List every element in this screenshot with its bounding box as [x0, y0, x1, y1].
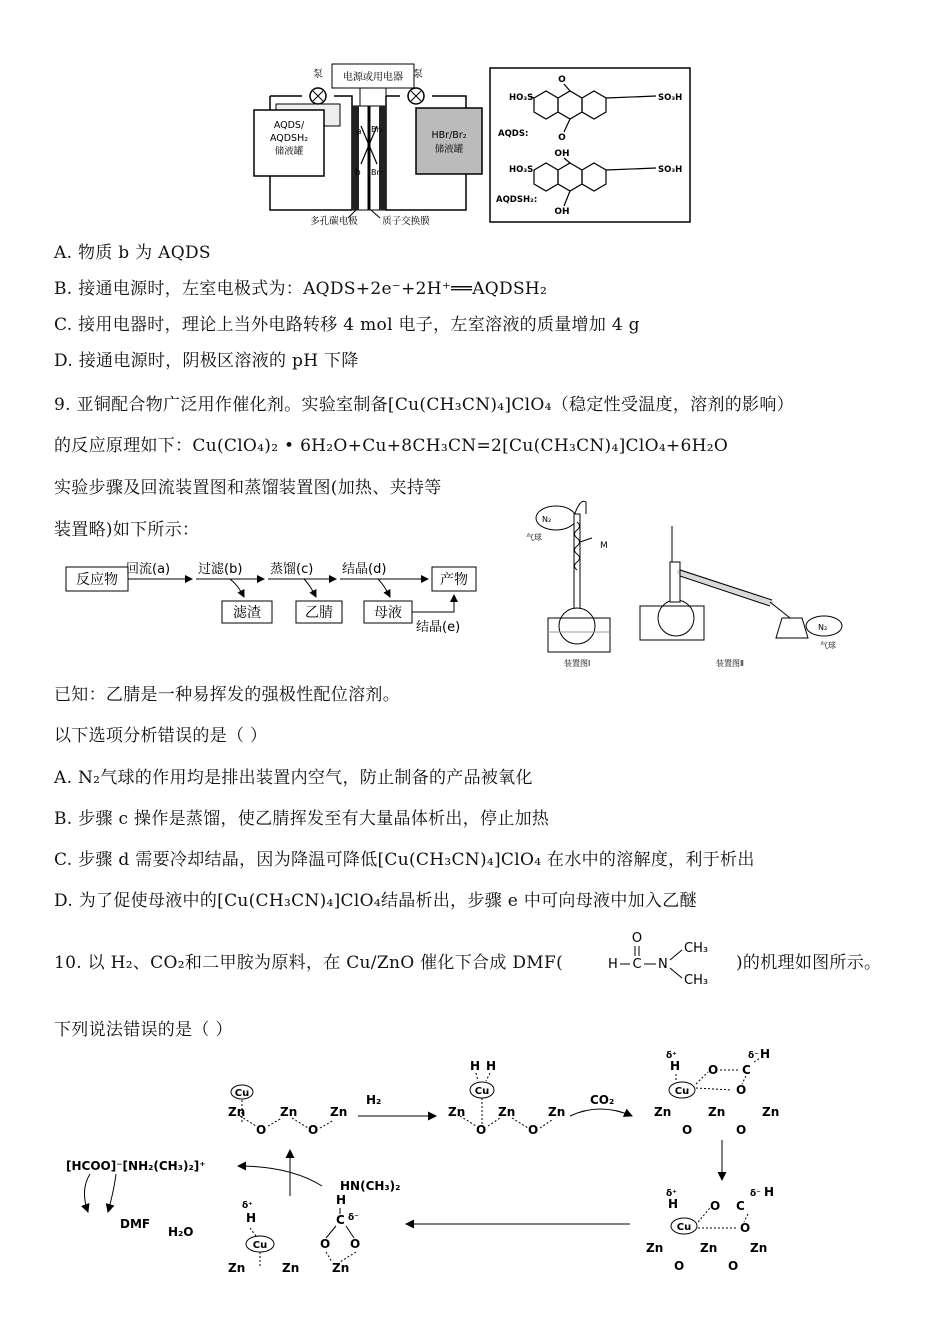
left-tank-line3: 储液罐 [274, 146, 304, 157]
h-3: H [670, 1059, 681, 1073]
flask-2 [658, 600, 694, 636]
pump-left-label: 泵 [313, 69, 323, 80]
left-tank-line1: AQDS/ [273, 120, 305, 131]
flow-reactant: 反应物 [76, 572, 118, 588]
zn-2a: Zn [448, 1105, 466, 1119]
aqds-so3h: SO₃H [658, 93, 683, 103]
right-electrode [379, 106, 386, 210]
aqdsh2-oh-top: OH [554, 149, 570, 159]
zn-4a: Zn [646, 1241, 664, 1255]
o-1b: O [308, 1123, 319, 1137]
cu-2: Cu [474, 1086, 490, 1097]
o-2a: O [476, 1123, 487, 1137]
flow-acetonitrile: 乙腈 [305, 605, 333, 621]
dplus-3: δ⁺ [666, 1051, 677, 1061]
cu-5: Cu [252, 1240, 268, 1251]
catalyst-state-5 [228, 1193, 360, 1275]
h-3b: H [760, 1047, 771, 1061]
c-4: C [736, 1199, 745, 1213]
catalyst-state-2 [448, 1059, 565, 1137]
apparatus-caption-2: 装置图Ⅱ [716, 659, 744, 668]
label-b: b [355, 168, 361, 178]
q9-option-b: B. 步骤 c 操作是蒸馏，使乙腈挥发至有大量晶体析出，停止加热 [54, 809, 550, 829]
dmf-ch3-upper: CH₃ [684, 941, 709, 956]
dmf-structure [600, 926, 740, 988]
dplus-4: δ⁺ [666, 1189, 677, 1199]
cu-3: Cu [674, 1086, 690, 1097]
zn-5b: Zn [282, 1261, 300, 1275]
zn-5c: Zn [332, 1261, 350, 1275]
zn-5a: Zn [228, 1261, 246, 1275]
catalyst-state-1 [228, 1085, 347, 1137]
n2-label-2: N₂ [818, 623, 828, 632]
aqdsh2-so3h: SO₃H [658, 165, 683, 175]
flow-reflux: 回流(a) [126, 562, 171, 577]
reagent-h2: H₂ [366, 1093, 382, 1107]
q8-option-d: D. 接通电源时，阴极区溶液的 pH 下降 [54, 351, 359, 371]
flow-distill: 蒸馏(c) [270, 562, 314, 577]
right-tank-line2: 储液罐 [434, 144, 464, 155]
dminus-4: δ⁻ [750, 1189, 761, 1199]
membrane-caption: 质子交换膜 [382, 216, 430, 227]
zn-1b: Zn [280, 1105, 298, 1119]
flask-1 [559, 608, 595, 644]
right-tank [416, 108, 482, 174]
h-2a: H [470, 1059, 481, 1073]
catalyst-state-3 [654, 1047, 779, 1137]
zn-2c: Zn [548, 1105, 566, 1119]
o-2b: O [528, 1123, 539, 1137]
flow-filter: 过滤(b) [198, 562, 243, 577]
catalyst-state-4 [646, 1185, 774, 1273]
flow-crystal-e: 结晶(e) [416, 620, 461, 635]
label-a: a [356, 127, 362, 137]
q8-option-c: C. 接用电器时，理论上当外电路转移 4 mol 电子，左室溶液的质量增加 4 g [54, 315, 640, 335]
aqds-o-top: O [558, 75, 566, 85]
zn-1a: Zn [228, 1105, 246, 1119]
o-4c: O [674, 1259, 685, 1273]
dmf-n: N [658, 957, 668, 972]
product-dmf: DMF [120, 1217, 151, 1231]
zn-4c: Zn [750, 1241, 768, 1255]
reagent-amine: HN(CH₃)₂ [340, 1179, 401, 1193]
h-2b: H [486, 1059, 497, 1073]
q8-option-a: A. 物质 b 为 AQDS [54, 243, 211, 263]
o-4a: O [710, 1199, 721, 1213]
zn-2b: Zn [498, 1105, 516, 1119]
q9-option-d: D. 为了促使母液中的[Cu(CH₃CN)₄]ClO₄结晶析出，步骤 e 中可向母液中加入乙醚 [54, 891, 697, 911]
cu-1: Cu [234, 1088, 250, 1099]
mechanism-figure [60, 1040, 890, 1340]
o-3b: O [736, 1083, 747, 1097]
q10-stem-post: )的机理如图所示。 [736, 953, 882, 973]
q9-option-c: C. 步骤 d 需要冷却结晶，因为降温可降低[Cu(CH₃CN)₄]ClO₄ 在水中的溶解度，利于析出 [54, 850, 755, 870]
zn-3b: Zn [708, 1105, 726, 1119]
o-3c: O [682, 1123, 693, 1137]
q9-known: 已知：乙腈是一种易挥发的强极性配位溶剂。 [54, 685, 400, 705]
o-1a: O [256, 1123, 267, 1137]
h-5: H [246, 1211, 257, 1225]
formate-salt: [HCOO]⁻[NH₂(CH₃)₂]⁺ [66, 1159, 206, 1173]
q9-stem-line4: 装置略)如下所示： [54, 520, 200, 540]
battery-figure [240, 60, 700, 230]
q9-stem-line2: 的反应原理如下：Cu(ClO₄)₂ • 6H₂O+Cu+8CH₃CN=2[Cu(CH₃CN)₄]ClO₄+6H₂O [54, 436, 729, 456]
h-4b: H [764, 1185, 775, 1199]
dplus-5: δ⁺ [242, 1201, 253, 1211]
o-3a: O [708, 1063, 719, 1077]
q10-question: 下列说法错误的是（ ） [54, 1020, 233, 1040]
dminus-5: δ⁻ [348, 1213, 359, 1223]
power-label: 电源或用电器 [343, 72, 403, 83]
h-4: H [668, 1197, 679, 1211]
pump-right-label: 泵 [413, 69, 423, 80]
balloon-label-1: 气球 [526, 533, 542, 542]
flow-residue: 滤渣 [233, 605, 261, 621]
o-5a: O [320, 1237, 331, 1251]
aqdsh2-oh-bottom: OH [554, 207, 570, 217]
apparatus-figure [520, 492, 850, 672]
dminus-3: δ⁻ [748, 1051, 759, 1061]
flow-product: 产物 [440, 572, 468, 588]
reagent-co2: CO₂ [590, 1093, 615, 1107]
zn-1c: Zn [330, 1105, 348, 1119]
label-br2: Br₂ [371, 125, 383, 134]
q9-question: 以下选项分析错误的是（ ） [54, 726, 268, 746]
n2-label-1: N₂ [542, 515, 552, 524]
cu-4: Cu [676, 1222, 692, 1233]
o-3d: O [736, 1123, 747, 1137]
q9-option-a: A. N₂气球的作用均是排出装置内空气，防止制备的产品被氧化 [54, 768, 533, 788]
q9-stem-line1: 9. 亚铜配合物广泛用作催化剂。实验室制备[Cu(CH₃CN)₄]ClO₄（稳定性受温度，溶剂的影响） [54, 395, 794, 415]
q9-stem-line3: 实验步骤及回流装置图和蒸馏装置图(加热、夹持等 [54, 478, 442, 498]
aqds-o-bottom: O [558, 133, 566, 143]
zn-4b: Zn [700, 1241, 718, 1255]
dmf-c: C [632, 957, 642, 972]
left-electrode [352, 106, 359, 210]
aqdsh2-ho3s: HO₃S [509, 165, 534, 175]
label-br: Br⁻ [371, 168, 384, 177]
left-tank-line2: AQDSH₂ [269, 133, 309, 144]
o-4d: O [728, 1259, 739, 1273]
c-5: C [336, 1213, 345, 1227]
aqdsh2-label: AQDSH₂: [496, 195, 538, 205]
flow-mother-liquor: 母液 [374, 605, 402, 621]
dmf-ch3-lower: CH₃ [684, 973, 709, 988]
product-h2o: H₂O [168, 1225, 194, 1239]
o-4b: O [740, 1221, 751, 1235]
q10-stem-pre: 10. 以 H₂、CO₂和二甲胺为原料，在 Cu/ZnO 催化下合成 DMF( [54, 953, 563, 973]
process-flowchart [60, 555, 490, 635]
receiver-flask [776, 618, 808, 638]
h-5b: H [336, 1193, 347, 1207]
electrode-caption: 多孔碳电极 [310, 216, 358, 227]
aqds-ho3s: HO₃S [509, 93, 534, 103]
zn-3a: Zn [654, 1105, 672, 1119]
apparatus-caption-1: 装置图Ⅰ [564, 659, 591, 668]
condenser-m-label: M [600, 541, 608, 551]
zn-3c: Zn [762, 1105, 780, 1119]
dmf-h: H [608, 957, 618, 972]
q8-option-b: B. 接通电源时，左室电极式为：AQDS+2e⁻+2H⁺══AQDSH₂ [54, 279, 548, 299]
right-tank-line1: HBr/Br₂ [431, 130, 467, 141]
balloon-label-2: 气球 [820, 641, 836, 650]
c-3: C [742, 1063, 751, 1077]
aqds-label: AQDS: [498, 129, 529, 139]
flow-crystal-d: 结晶(d) [342, 562, 387, 577]
dmf-o: O [631, 931, 643, 946]
o-5b: O [350, 1237, 361, 1251]
